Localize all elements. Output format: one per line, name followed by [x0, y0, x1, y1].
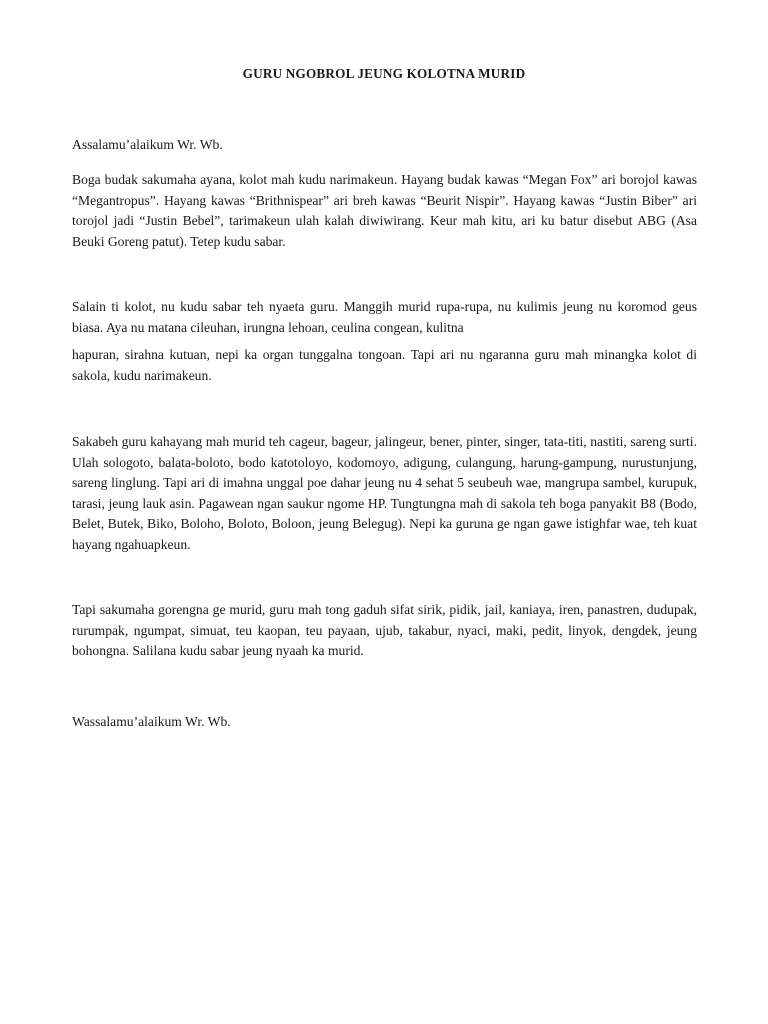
paragraph-2a: Salain ti kolot, nu kudu sabar teh nyaeta guru. Manggih murid rupa-rupa, nu kulimis jeung nu koromod geus biasa. Aya nu matana cileuhan, irungna lehoan, ceulina congean, kulitna: [72, 299, 697, 335]
paragraph-1: Boga budak sakumaha ayana, kolot mah kudu narimakeun. Hayang budak kawas “Megan Fox” ari borojol kawas “Megantropus”. Hayang kawas “Brithnispear” ari breh kawas “Beurit Nispir”. Hayang kawas “Justin Biber” ari torojol jadi “Justin Bebel”, tarimakeun ulah kalah diwiwirang. Keur mah kitu, ari ku batur disebut ABG (Asa Beuki Goreng patut). Tetep kudu sabar.: [72, 172, 697, 249]
greeting: Assalamu’alaikum Wr. Wb.: [72, 137, 223, 152]
paragraph-3: Sakabeh guru kahayang mah murid teh cageur, bageur, jalingeur, bener, pinter, singer, tata-titi, nastiti, sareng surti. Ulah sologoto, balata-boloto, bodo katotoloyo, kodomoyo, adigung, culangung, harung-gampung, nurustunjung, sareng linglung. Tapi ari di imahna unggal poe dahar jeung nu 4 sehat 5 seubeuh wae, mangrupa sambel, kurupuk, tarasi, jeung lauk asin. Pagawean ngan saukur ngome HP. Tungtungna mah di sakola teh boga panyakit B8 (Bodo, Belet, Butek, Biko, Boloho, Boloto, Boloon, jeung Belegug). Nepi ka guruna ge ngan gawe istighfar wae, teh kuat hayang ngahuapkeun.: [72, 434, 697, 552]
document-title: GURU NGOBROL JEUNG KOLOTNA MURID: [242, 66, 526, 81]
closing: Wassalamu’alaikum Wr. Wb.: [72, 714, 231, 729]
paragraph-2b: hapuran, sirahna kutuan, nepi ka organ tunggalna tongoan. Tapi ari nu ngaranna guru mah minangka kolot di sakola, kudu narimakeun.: [72, 347, 697, 383]
paragraph-4: Tapi sakumaha gorengna ge murid, guru mah tong gaduh sifat sirik, pidik, jail, kaniaya, iren, panastren, dudupak, rurumpak, ngumpat, simuat, teu kaopan, teu payaan, ujub, takabur, nyaci, maki, pedit, linyok, dengdek, jeung bohongna. Salilana kudu sabar jeung nyaah ka murid.: [72, 602, 697, 659]
